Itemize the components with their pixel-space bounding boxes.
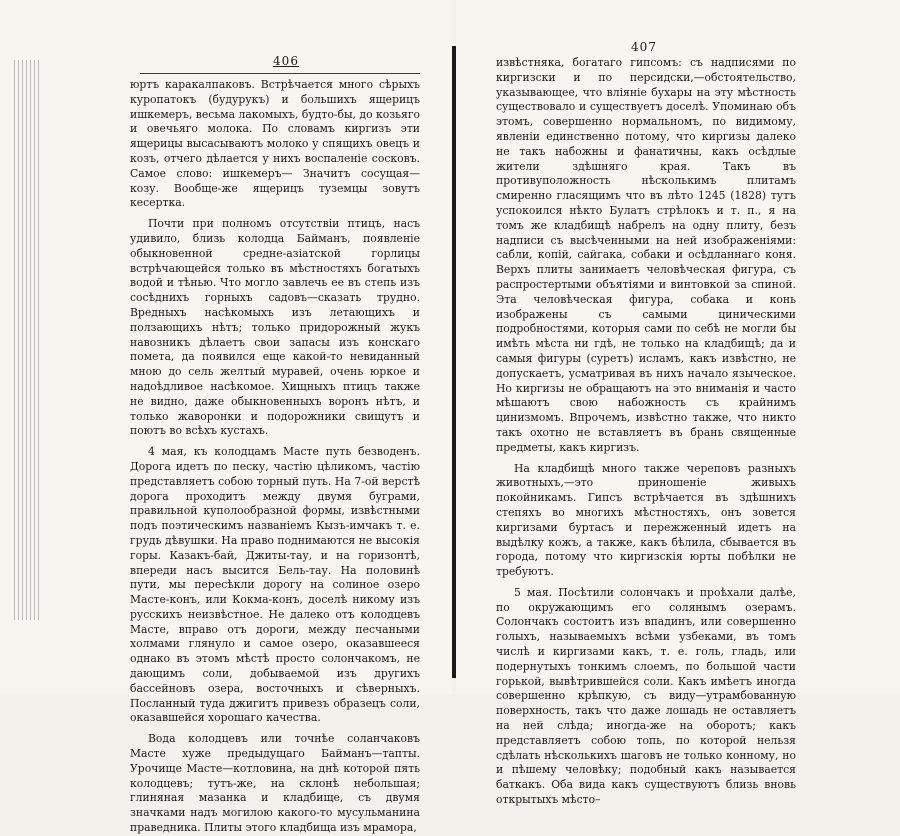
page-number: 407 bbox=[631, 40, 657, 54]
paragraph: Почти при полномъ отсутствіи птицъ, насъ удивило, близь колодца Байманъ, появленіе обыкновенной средне-азіатской горлицы встрѣчающейся только въ мѣстностяхъ богатыхъ водой и тѣнью. Что могло завлечь ее въ степь изъ сосѣднихъ горныхъ садовъ—сказать трудно. Вредныхъ насѣкомыхъ изъ летающихъ и ползающихъ нѣтъ; только придорожный жукъ навозникъ дѣлаетъ свои запасы изъ конскаго помета, да появился еще какой-то невиданный мною до сель желтый муравей, очень юркое и надоѣдливое насѣкомое. Хищныхъ птицъ также не видно, даже обыкновенныхъ воронъ нѣтъ, и только жаворонки и подорожники свищутъ и поютъ во всѣхъ кустахъ. bbox=[130, 217, 420, 438]
paragraph: На кладбищѣ много также череповъ разныхъ животныхъ,—это приношеніе живыхъ покойникамъ. Гипсъ встрѣчается въ здѣшнихъ степяхъ во многихъ мѣстностяхъ, онъ зовется киргизами буртасъ и пережженный идетъ на выдѣлку кожъ, а также, какъ бѣлила, сбывается въ города, потому что киргизскія юрты побѣлки не требуютъ. bbox=[496, 461, 796, 579]
right-page bbox=[456, 0, 900, 807]
left-page-text bbox=[130, 78, 420, 836]
right-page-text bbox=[496, 56, 796, 808]
paragraph: 5 мая. Посѣтили солончакъ и проѣхали далѣе, по окружающимъ его солянымъ озерамъ. Солончакъ состоитъ изъ впадинъ, или совершенно голыхъ, называемыхъ всѣми узбеками, въ томъ числѣ и киргизами какъ, т. е. голь, гладь, или подернутыхъ тонкимъ слоемъ, по большой части горькой, вывѣтрившейся соли. Какъ имѣетъ иногда совершенно крѣпкую, съ виду—утрамбованную поверхность, такъ что даже лошадь не оставляетъ на ней слѣда; иногда-же на оборотъ; какъ представляетъ собою топь, по которой нельзя сдѣлать нѣсколькихъ шаговъ не только конному, но и пѣшему человѣку; подобный какъ называется баткакъ. Оба вида какъ существуютъ близь вновь открытыхъ мѣсто– bbox=[496, 585, 796, 807]
paragraph: извѣстняка, богатаго гипсомъ: съ надписями по киргизски и по персидски,—обстоятельство, указывающее, что вліяніе бухары на эту мѣстность существовало и существуетъ доселѣ. Упоминаю объ этомъ, совершенно нормальномъ, по видимому, явленіи единственно потому, что киргизы далеко не такъ набожны и фанатичны, какъ осѣдлые жители здѣшняго края. Такъ въ противуположность нѣсколькимъ плитамъ смиренно гласящимъ что въ лѣто 1245 (1828) тутъ успокоился нѣкто Булатъ стрѣлокъ и т. п., я на томъ же кладбищѣ набрелъ на одну плиту, безъ надписи съ высѣченными на ней изображеніями: сабли, копій, сайгака, собаки и осѣдланнаго коня. Верхъ плиты занимаетъ человѣческая фигура, съ распростертыми объятіями и винтовкой за спиной. Эта человѣческая фигура, собака и конь изображены съ самыми циническими подробностями, которыя сами по себѣ не могли бы имѣть мѣста ни гдѣ, не только на кладбищѣ; да и самыя фигуры (суретъ) исламъ, какъ извѣстно, не допускаетъ, усматривая въ нихъ начало языческое. Но киргизы не обращаютъ на это вниманія и часто мѣшаютъ свою набожность съ крайнимъ цинизмомъ. Впрочемъ, извѣстно также, что никто такъ охотно не вставляетъ въ брань священные предметы, какъ киргизъ. bbox=[496, 56, 796, 454]
paragraph: 4 мая, къ колодцамъ Масте путь безводенъ. Дорога идетъ по песку, частію цѣликомъ, частію представляетъ собою торный путь. На 7-ой верстѣ дорога проходитъ между двумя буграми, правильной куполообразной формы, извѣстными подъ поэтическимъ названіемъ Кызъ-имчакъ т. е. грудь дѣвушки. На право поднимаются не высокія горы. Казакъ-бай, Джиты-тау, и на горизонтѣ, впереди насъ высится Бель-тау. На половинѣ пути, мы пересѣкли дорогу на солиное озеро Масте-конъ, или Кокма-конъ, доселѣ никому изъ русскихъ неизвѣстное. Не далеко отъ колодцевъ Масте, вправо отъ дороги, между песчаными холмами глянуло и самое озеро, оказавшееся однако въ этомъ мѣстѣ просто солончакомъ, не дающимъ соли, добываемой изъ другихъ бассейновъ озера, восточныхъ и сѣверныхъ. Посланный туда джигитъ привезъ образецъ соли, оказавшейся хорошаго качества. bbox=[130, 445, 420, 725]
paragraph: Вода колодцевъ или точнѣе соланчаковъ Масте хуже предыдущаго Байманъ—тапты. Урочище Масте—котловина, на днѣ которой пять колодцевъ; тутъ-же, на склонѣ небольшая; глиняная мазанка и кладбище, съ двумя значками надъ могилою какого-то мусульманина праведника. Плиты этого кладбища изъ мрамора, bbox=[130, 732, 420, 835]
header-rule bbox=[140, 73, 420, 74]
scan-edge bbox=[14, 60, 40, 620]
paragraph: юртъ каракалпаковъ. Встрѣчается много сѣрыхъ куропатокъ (будурукъ) и большихъ ящерицъ ишкемеръ, весьма лакомыхъ, будто-бы, до козьяго и овечьяго молока. По словамъ киргизъ эти ящерицы высасываютъ молоко у спящихъ овецъ и козъ, отчего дѣлается у нихъ воспаленіе сосковъ. Самое слово: ишкемеръ— Значитъ сосущая—козу. Вообще-же ящерицъ туземцы зовутъ кесертка. bbox=[130, 78, 420, 210]
page-number: 406 bbox=[273, 54, 299, 68]
